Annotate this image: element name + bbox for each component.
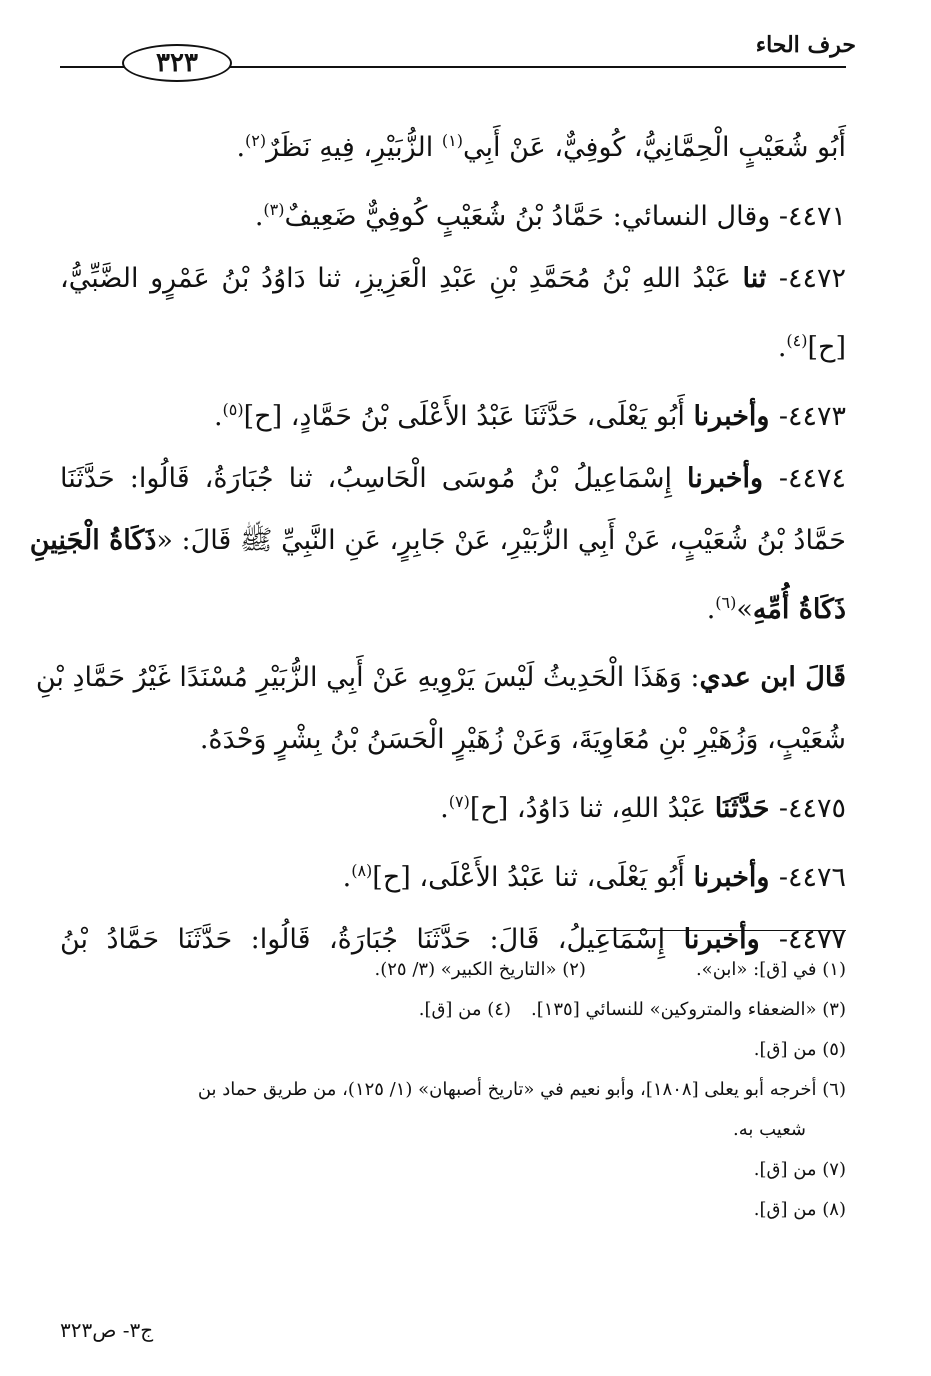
footnotes [60,950,846,1230]
footnote-row [60,950,846,990]
footnote-1: (١) في [ق]: «ابن». [695,959,846,980]
line-end: . [440,793,449,824]
footnote-ref: (٢) [245,131,267,150]
hadith-number: ٤٤٧٣- [778,401,846,432]
hadith-line [60,379,846,448]
transmission-word: وأخبرنا [693,401,779,432]
line-text: حَمَّادُ بْنُ شُعَيْبٍ، عَنْ أَبِي الزُّبَيْرِ، عَنْ جَابِرٍ، عَنِ النَّبِيِّ ﷺ قَالَ: « [156,525,846,556]
page-footer-ref: ج٣- ص٣٢٣ [60,1318,154,1342]
hadith-line [60,448,846,510]
footnote-8: (٨) من [ق]. [753,1199,846,1220]
main-text [29,110,846,971]
line-text: » [736,594,753,625]
line-text: : وَهَذَا الْحَدِيثُ لَيْسَ يَرْوِيهِ عَنْ أَبِي الزُّبَيْرِ مُسْنَدًا غَيْرُ حَمَّادِ بْنِ [35,662,700,693]
line-end: . [236,132,246,163]
hadith-line [60,771,846,840]
matn-text: ذَكَاةُ أُمِّهِ [752,594,846,625]
line-text: أَبُو يَعْلَى، حَدَّثَنَا عَبْدُ الأَعْلَى بْنُ حَمَّادٍ، [ح] [243,401,694,432]
line-end: . [706,594,716,625]
footnote-ref: (٥) [222,400,244,419]
text-line [29,510,846,572]
line-text: شُعَيْبٍ، وَزُهَيْرِ بْنِ مُعَاوِيَةَ، وَعَنْ زُهَيْرٍ الْحَسَنُ بْنُ بِشْرٍ وَحْدَهُ. [199,724,846,755]
footnote-ref: (٦) [715,593,737,612]
footnote-ref: (١) [441,131,463,150]
hadith-line [60,248,846,310]
line-end: . [254,201,264,232]
footnote-ref: (٨) [351,861,373,880]
footnote-5: (٥) من [ق]. [753,1039,846,1060]
footnote-6-continued: شعيب به. [733,1119,806,1140]
hadith-number: ٤٤٧٥- [778,793,846,824]
page-header [60,30,856,90]
line-end: . [777,332,787,363]
line-text: عَبْدُ اللهِ بْنُ مُحَمَّدِ بْنِ عَبْدِ الْعَزِيزِ، ثنا دَاوُدُ بْنُ عَمْرٍو الضَّبِّيُّ، [60,263,743,294]
line-text: الزُّبَيْرِ، فِيهِ نَظَرٌ [266,132,442,163]
footnote-row [60,990,846,1030]
hadith-number: ٤٤٧٧- [778,924,846,955]
transmission-word: حَدَّثَنَا [714,793,779,824]
text-line [60,110,846,179]
running-title: حرف الحاء [755,32,856,58]
footnote-2: (٢) «التاريخ الكبير» (٣/ ٢٥). [374,959,586,980]
text-line [60,709,846,771]
text-line [60,310,846,379]
footnote-ref: (٧) [448,792,470,811]
transmission-word: ثنا [742,263,779,294]
transmission-word: وأخبرنا [683,924,779,955]
line-end: . [213,401,223,432]
footnote-7: (٧) من [ق]. [753,1159,846,1180]
line-text: أَبُو شُعَيْبٍ الْحِمَّانِيُّ، كُوفِيٌّ، عَنْ أَبِي [462,132,846,163]
transmission-word: وأخبرنا [693,862,779,893]
line-text: وقال النسائي: حَمَّادُ بْنُ شُعَيْبٍ كُوفِيٌّ ضَعِيفٌ [284,201,779,232]
line-text: عَبْدُ اللهِ، ثنا دَاوُدُ، [ح] [469,793,715,824]
hadith-line [60,179,846,248]
footnote-4: (٤) من [ق]. [418,999,511,1020]
hadith-number: ٤٤٧١- [778,201,846,232]
line-text: [ح] [807,332,846,363]
footnote-ref: (٣) [263,200,285,219]
matn-text: ذَكَاةُ الْجَنِينِ [29,525,157,556]
text-line [35,647,846,709]
footnote-6: (٦) أخرجه أبو يعلى [١٨٠٨]، وأبو نعيم في «تاريخ أصبهان» (١/ ١٢٥)، من طريق حماد بن [197,1079,846,1100]
speaker-label: قَالَ ابن عدي [699,662,846,693]
hadith-number: ٤٤٧٤- [778,463,846,494]
hadith-number: ٤٤٧٦- [778,862,846,893]
footnote-ref: (٤) [786,331,808,350]
footnote-separator [596,930,846,931]
text-line [60,572,846,641]
line-text: إِسْمَاعِيلُ بْنُ مُوسَى الْحَاسِبُ، ثنا جُبَارَةُ، قَالُوا: حَدَّثَنَا [60,463,688,494]
line-end: . [342,862,352,893]
page-number-badge: ٣٢٣ [122,44,232,82]
hadith-line [60,840,846,909]
transmission-word: وأخبرنا [687,463,779,494]
hadith-number: ٤٤٧٢- [778,263,846,294]
line-text: إِسْمَاعِيلُ، قَالَ: حَدَّثَنَا جُبَارَةُ، قَالُوا: حَدَّثَنَا حَمَّادُ بْنُ [60,924,684,955]
footnote-3: (٣) «الضعفاء والمتروكين» للنسائي [١٣٥]. [530,999,846,1020]
line-text: أَبُو يَعْلَى، ثنا عَبْدُ الأَعْلَى، [ح] [372,862,694,893]
